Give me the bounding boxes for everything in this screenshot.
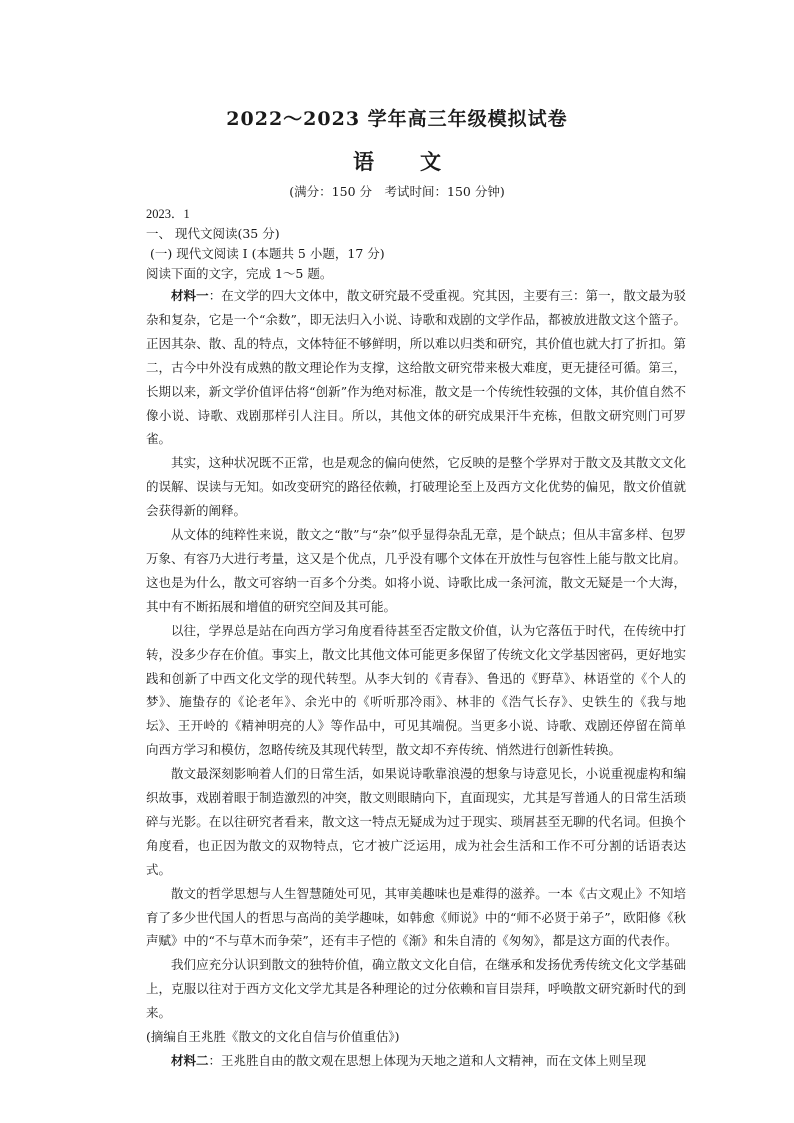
material1-paragraph-1-text: ：在文学的四大文体中，散文研究最不受重视。究其因，主要有三：第一，散文最为驳杂和复杂，它是一个“余数”，即无法归入小说、诗歌和戏剧的文学作品，都被放进散文这个篮子。正因其杂、散、乱的特点，文体特征不够鲜明，所以难以归类和研究，其价值也就大打了折扣。第二，古今中外没有成熟的散文理论作为支撑，这给散文研究带来极大难度，更无捷径可循。第三，长期以来，新文学价值评估将“创新”作为绝对标准，散文是一个传统性较强的文体，其价值自然不像小说、诗歌、戏剧那样引人注目。所以，其他文体的研究成果汗牛充栋，但散文研究则门可罗雀。 bbox=[146, 288, 686, 447]
exam-date: 2023．1 bbox=[146, 207, 190, 221]
material1-source: (摘编自王兆胜《散文的文化自信与价值重估》) bbox=[146, 1029, 400, 1045]
material1-label: 材料一 bbox=[171, 288, 209, 303]
material1-paragraph-7: 我们应充分认识到散文的独特价值，确立散文文化自信，在继承和发扬优秀传统文化文学基础上，克服以往对于西方文化文学尤其是各种理论的过分依赖和盲目崇拜，呼唤散文研究新时代的到来。 bbox=[146, 957, 686, 1021]
subsection-heading: (一) 现代文阅读 I (本题共 5 小题，17 分) bbox=[146, 246, 385, 261]
material1-paragraph-5: 散文最深刻影响着人们的日常生活，如果说诗歌靠浪漫的想象与诗意见长，小说重视虚构和编织故事，戏剧着眼于制造激烈的冲突，散文则眼睛向下，直面现实，尤其是写普通人的日常生活琐碎与光影。在以往研究者看来，散文这一特点无疑成为过于现实、琐屑甚至无聊的代名词。但换个角度看，也正因为散文的双物特点，它才被广泛运用，成为社会生活和工作不可分割的话语表达式。 bbox=[146, 766, 686, 877]
material2-label: 材料二 bbox=[171, 1053, 209, 1068]
material1-paragraph-2: 其实，这种状况既不正常，也是观念的偏向使然，它反映的是整个学界对于散文及其散文文化的误解、误读与无知。如改变研究的路径依赖，打破理论至上及西方文化优势的偏见，散文价值就会获得新的阐释。 bbox=[146, 455, 686, 519]
subject-char-1: 语 bbox=[353, 149, 374, 174]
subject-title bbox=[0, 146, 794, 176]
reading-instruction: 阅读下面的文字，完成 1～5 题。 bbox=[146, 266, 333, 281]
material1-paragraph-4: 以往，学界总是站在向西方学习角度看待甚至否定散文价值，认为它落伍于时代，在传统中打转，没多少存在价值。事实上，散文比其他文体可能更多保留了传统文化文学基因密码，更好地实践和创新了中西文化文学的现代转型。从李大钊的《青春》、鲁迅的《野草》、林语堂的《个人的梦》、施蛰存的《论老年》、余光中的《听听那冷雨》、林非的《浩气长存》、史铁生的《我与地坛》、王开岭的《精神明亮的人》等作品中，可见其端倪。当更多小说、诗歌、戏剧还停留在简单向西方学习和模仿，忽略传统及其现代转型，散文却不弃传统、悄然进行创新性转换。 bbox=[146, 622, 686, 758]
material1-paragraph-1 bbox=[146, 284, 686, 451]
exam-title: 2022～2023 学年高三年级模拟试卷 bbox=[226, 108, 568, 130]
material2-paragraph-1 bbox=[146, 1049, 686, 1073]
material1-paragraph-3: 从文体的纯粹性来说，散文之“散”与“杂”似乎显得杂乱无章，是个缺点；但从丰富多样、包罗万象、有容乃大进行考量，这又是个优点，几乎没有哪个文体在开放性与包容性上能与散文比肩。这也是为什么，散文可容纳一百多个分类。如将小说、诗歌比成一条河流，散文无疑是一个大海，其中有不断拓展和增值的研究空间及其可能。 bbox=[146, 527, 686, 614]
material2-text: ：王兆胜自由的散文观在思想上体现为天地之道和人文精神，而在文体上则呈现 bbox=[208, 1053, 647, 1068]
exam-body bbox=[146, 204, 686, 1073]
exam-meta: (满分：150 分 考试时间：150 分钟) bbox=[289, 184, 505, 199]
section-heading: 一、 现代文阅读(35 分) bbox=[146, 226, 280, 241]
subject-char-2: 文 bbox=[420, 149, 441, 174]
material1-paragraph-6: 散文的哲学思想与人生智慧随处可见，其审美趣味也是难得的滋养。一本《古文观止》不知培育了多少世代国人的哲思与高尚的美学趣味，如韩愈《师说》中的“师不必贤于弟子”，欧阳修《秋声赋》中的“不与草木而争荣”，还有丰子恺的《渐》和朱自清的《匆匆》，都是这方面的代表作。 bbox=[146, 885, 686, 949]
